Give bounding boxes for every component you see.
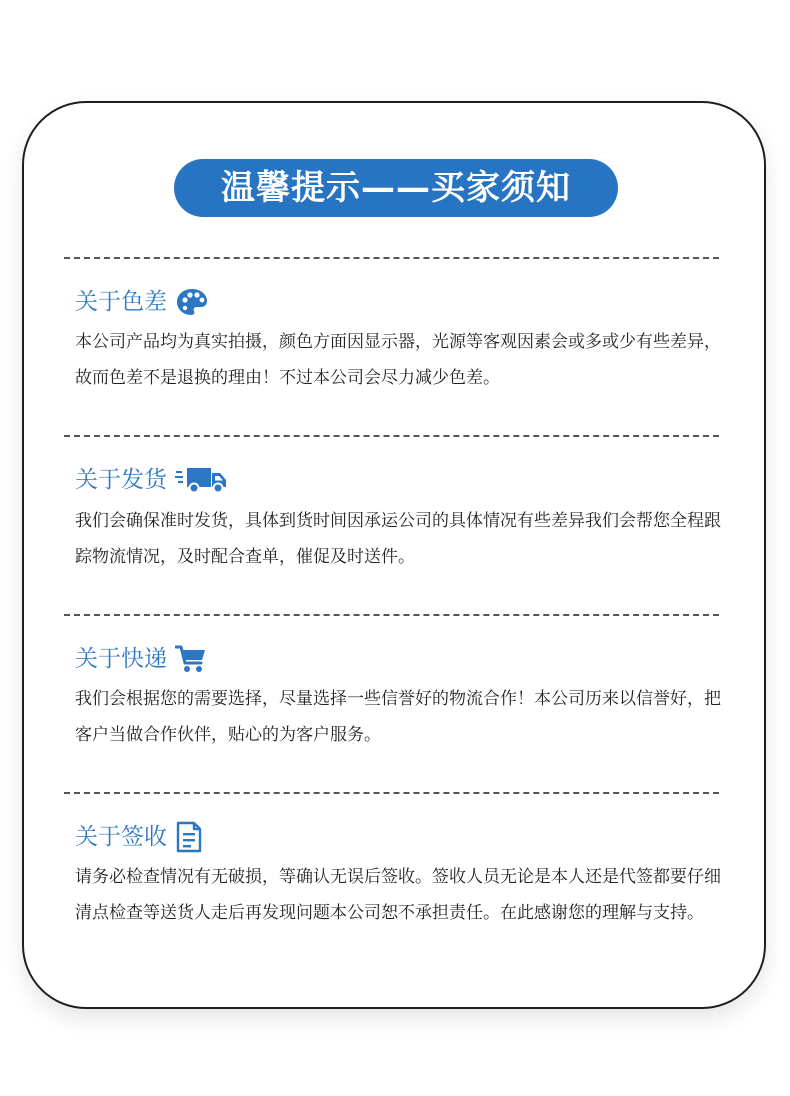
section-heading: 关于签收 <box>75 824 167 850</box>
section-body: 我们会确保准时发货，具体到货时间因承运公司的具体情况有些差异我们会帮您全程跟踪物流情况，及时配合查单，催促及时送件。 <box>75 511 721 567</box>
section-heading: 关于色差 <box>75 289 167 315</box>
section-body: 本公司产品均为真实拍摄，颜色方面因显示器，光源等客观因素会或多或少有些差异，故而色差不是退换的理由！不过本公司会尽力减少色差。 <box>75 332 721 388</box>
divider-2 <box>64 435 719 437</box>
page-title: 温馨提示——买家须知 <box>174 159 618 217</box>
divider-3 <box>64 614 719 616</box>
palette-icon <box>175 287 209 317</box>
section-heading: 关于快递 <box>75 646 167 672</box>
section-body: 我们会根据您的需要选择，尽量选择一些信誉好的物流合作！本公司历来以信誉好，把客户当做合作伙伴，贴心的为客户服务。 <box>75 689 721 745</box>
section-color-difference-header <box>75 284 209 320</box>
section-shipping-header <box>75 462 227 498</box>
shopping-cart-icon <box>175 644 207 674</box>
document-icon <box>175 821 203 853</box>
section-body: 请务必检查情况有无破损，等确认无误后签收。签收人员无论是本人还是代签都要仔细清点检查等送货人走后再发现问题本公司恕不承担责任。在此感谢您的理解与支持。 <box>75 867 721 923</box>
delivery-truck-icon <box>175 465 227 495</box>
divider-1 <box>64 257 719 259</box>
section-receipt-header <box>75 819 203 855</box>
section-heading: 关于发货 <box>75 467 167 493</box>
divider-4 <box>64 792 719 794</box>
section-courier-header <box>75 641 207 677</box>
